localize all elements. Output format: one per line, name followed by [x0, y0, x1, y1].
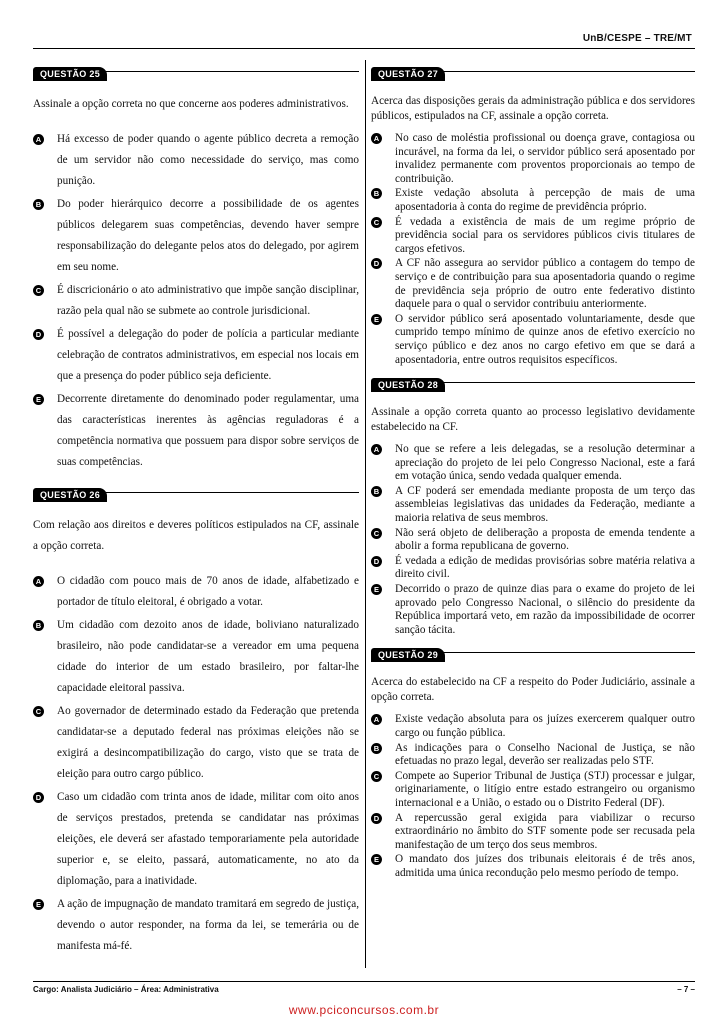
question-block — [371, 645, 695, 880]
option-text: Há excesso de poder quando o agente público decreta a remoção de um servidor não como necessidade do serviço, mas como punição. — [57, 133, 359, 187]
option-item — [371, 555, 695, 582]
option-text: No que se refere a leis delegadas, se a resolução determinar a apreciação do projeto de lei pelo Congresso Nacional, este a fará em votação única, sendo vedada qualquer emenda. — [395, 443, 695, 483]
option-letter-icon: E — [33, 394, 44, 405]
option-text: Não será objeto de deliberação a proposta de emenda tendente a abolir a forma republicana de governo. — [395, 526, 695, 553]
question-block — [33, 485, 359, 957]
question-block — [371, 375, 695, 637]
option-list — [33, 571, 359, 957]
option-text: Decorrido o prazo de quinze dias para o exame do projeto de lei aprovado pelo Congresso Nacional, o silêncio do presidente da República importará veto, em razão da impossibilidade de ocorrer sanção tácita. — [395, 583, 695, 636]
question-stem: Assinale a opção correta no que concerne aos poderes administrativos. — [33, 98, 349, 110]
option-text: Compete ao Superior Tribunal de Justiça (STJ) processar e julgar, originariamente, o litígio entre estado estrangeiro ou organismo internacional e a União, o estado ou o Distrito Federal (DF). — [395, 769, 695, 809]
option-item — [371, 187, 695, 214]
option-text: O cidadão com pouco mais de 70 anos de idade, alfabetizado e portador de título eleitoral, é obrigado a votar. — [57, 575, 359, 608]
option-text: A ação de impugnação de mandato tramitará em segredo de justiça, devendo o autor responder, na forma da lei, se temerária ou de manifesta má-fé. — [57, 898, 359, 952]
option-text: Decorrente diretamente do denominado poder regulamentar, uma das características inerentes às agências reguladoras é a competência normativa que possuem para dispor sobre serviços de suas competências. — [57, 393, 359, 468]
option-item — [371, 216, 695, 257]
option-letter-icon: C — [371, 528, 382, 539]
option-letter-icon: A — [33, 576, 44, 587]
option-letter-icon: A — [33, 134, 44, 145]
question-number: QUESTÃO 29 — [371, 648, 445, 662]
option-item — [371, 313, 695, 367]
option-item — [371, 257, 695, 311]
option-text: Existe vedação absoluta à percepção de mais de uma aposentadoria à conta do regime de previdência próprio. — [395, 187, 695, 213]
option-text: A CF poderá ser emendada mediante proposta de um terço das assembleias legislativas das unidades da Federação, mediante a maioria relativa de seus membros. — [395, 484, 695, 525]
option-item — [371, 443, 695, 484]
option-item — [33, 324, 359, 387]
option-text: É vedada a edição de medidas provisórias sobre matéria relativa a direito civil. — [395, 554, 695, 581]
option-letter-icon: B — [371, 188, 382, 199]
option-text: Do poder hierárquico decorre a possibilidade de os agentes públicos delegarem suas competências, devendo haver sempre responsabilização do delegante pelos atos do delegado, por agirem em seu nome. — [57, 198, 359, 273]
option-item — [371, 527, 695, 554]
option-letter-icon: E — [33, 899, 44, 910]
option-letter-icon: B — [33, 620, 44, 631]
option-letter-icon: D — [371, 258, 382, 269]
footer-rule — [33, 981, 695, 982]
option-letter-icon: E — [371, 314, 382, 325]
question-block — [371, 64, 695, 367]
question-number: QUESTÃO 28 — [371, 378, 445, 392]
question-number: QUESTÃO 25 — [33, 67, 107, 81]
option-item — [33, 701, 359, 785]
question-number: QUESTÃO 26 — [33, 488, 107, 502]
option-item — [371, 742, 695, 769]
site-link[interactable]: www.pciconcursos.com.br — [288, 1003, 440, 1017]
option-item — [371, 583, 695, 637]
option-text: O servidor público será aposentado voluntariamente, desde que cumprido tempo mínimo de quinze anos de efetivo exercício no serviço público e dez anos no cargo efetivo em que se dará a aposentadoria, entre outros requisitos específicos. — [395, 312, 695, 366]
option-text: No caso de moléstia profissional ou doença grave, contagiosa ou incurável, na forma da lei, o servidor público será aposentado por invalidez permanente com proventos proporcionais ao tempo de contribuição. — [395, 132, 695, 185]
option-letter-icon: C — [33, 706, 44, 717]
option-item — [371, 770, 695, 811]
option-text: Caso um cidadão com trinta anos de idade, militar com oito anos de serviços prestados, pretenda se candidatar nas próximas eleições, ele deverá ser afastado temporariamente pela autoridade superior e, se eleito, passará, automaticamente, no ato da diplomação, para a inatividade. — [57, 791, 359, 887]
option-text: Ao governador de determinado estado da Federação que pretenda candidatar-se a deputado federal nas próximas eleições não se exigirá a desincompatibilização do cargo, visto que se trata de eleição para outro cargo público. — [57, 705, 359, 780]
option-letter-icon: D — [33, 792, 44, 803]
question-header — [371, 375, 695, 391]
question-stem: Assinale a opção correta quanto ao processo legislativo devidamente estabelecido na CF. — [371, 406, 695, 434]
option-letter-icon: C — [371, 217, 382, 228]
question-block — [33, 64, 359, 473]
right-column — [371, 64, 695, 889]
question-stem: Com relação aos direitos e deveres políticos estipulados na CF, assinale a opção correta. — [33, 519, 359, 552]
option-text: É discricionário o ato administrativo que impõe sanção disciplinar, razão pela qual não se submete ao controle jurisdicional. — [57, 284, 359, 317]
option-item — [33, 787, 359, 892]
option-item — [33, 615, 359, 699]
question-header — [371, 645, 695, 661]
option-letter-icon: C — [371, 771, 382, 782]
option-letter-icon: A — [371, 714, 382, 725]
option-item — [33, 280, 359, 322]
option-text: A repercussão geral exigida para viabilizar o recurso extraordinário no âmbito do STF somente pode ser recusada pela manifestação de um terço dos seus membros. — [395, 811, 695, 851]
option-item — [33, 129, 359, 192]
option-letter-icon: D — [371, 556, 382, 567]
page-header: UnB/CESPE – TRE/MT — [582, 33, 692, 44]
option-letter-icon: B — [33, 199, 44, 210]
option-letter-icon: E — [371, 854, 382, 865]
option-letter-icon: C — [33, 285, 44, 296]
left-column — [33, 64, 359, 969]
question-stem: Acerca do estabelecido na CF a respeito do Poder Judiciário, assinale a opção correta. — [371, 676, 695, 704]
option-item — [33, 894, 359, 957]
option-text: A CF não assegura ao servidor público a contagem do tempo de serviço e de contribuição para sua aposentadoria quando o regime de previdência seja próprio de outro ente federativo distinto daquele para o qual o servidor contribuiu anteriormente. — [395, 257, 695, 311]
option-list — [371, 443, 695, 637]
question-header — [371, 64, 695, 80]
option-text: Existe vedação absoluta para os juízes exercerem qualquer outro cargo ou função pública. — [395, 713, 695, 739]
option-text: O mandato dos juízes dos tribunais eleitorais é de três anos, admitida uma única recondução pelo mesmo período de tempo. — [395, 853, 695, 879]
column-divider — [365, 60, 366, 968]
header-rule — [33, 48, 695, 49]
option-letter-icon: B — [371, 743, 382, 754]
option-letter-icon: A — [371, 133, 382, 144]
option-item — [33, 194, 359, 278]
option-letter-icon: E — [371, 584, 382, 595]
option-letter-icon: A — [371, 444, 382, 455]
option-list — [33, 129, 359, 473]
option-letter-icon: B — [371, 486, 382, 497]
option-item — [371, 485, 695, 526]
option-list — [371, 713, 695, 880]
option-item — [33, 389, 359, 473]
question-number: QUESTÃO 27 — [371, 67, 445, 81]
option-text: Um cidadão com dezoito anos de idade, boliviano naturalizado brasileiro, não pode candidatar-se a vereador em uma pequena cidade do interior de um estado brasileiro, por faltar-lhe capacidade eleitoral passiva. — [57, 619, 359, 694]
option-item — [33, 571, 359, 613]
option-item — [371, 713, 695, 740]
footer-cargo: Cargo: Analista Judiciário – Área: Administrativa — [33, 985, 219, 994]
question-header — [33, 485, 359, 501]
question-header — [33, 64, 359, 80]
option-letter-icon: D — [33, 329, 44, 340]
question-stem: Acerca das disposições gerais da administração pública e dos servidores públicos, estipulados na CF, assinale a opção correta. — [371, 95, 695, 122]
option-item — [371, 853, 695, 880]
option-text: É vedada a existência de mais de um regime próprio de previdência social para os servidores públicos civis titulares de cargos efetivos. — [395, 215, 695, 255]
page-number: – 7 – — [677, 985, 695, 994]
option-item — [371, 132, 695, 186]
option-text: As indicações para o Conselho Nacional de Justiça, se não efetuadas no prazo legal, deverão ser realizadas pelo STF. — [395, 741, 695, 768]
option-list — [371, 132, 695, 367]
option-letter-icon: D — [371, 813, 382, 824]
option-text: É possível a delegação do poder de polícia a particular mediante celebração de contratos administrativos, em especial nos locais em que a presença do poder público seja deficiente. — [57, 328, 359, 382]
option-item — [371, 812, 695, 853]
